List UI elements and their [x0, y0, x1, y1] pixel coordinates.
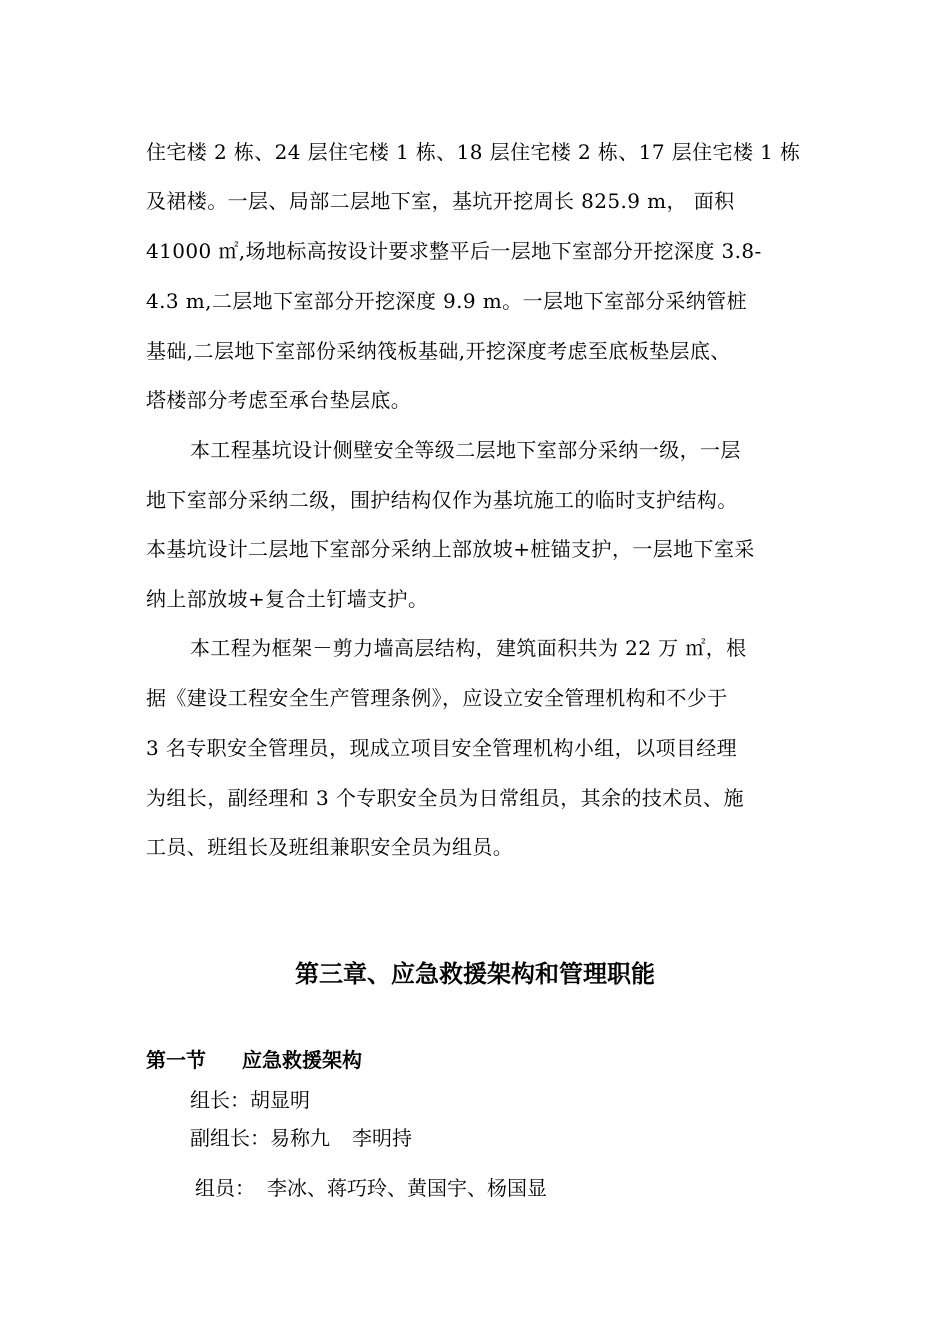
paragraph-2-line-4: 纳上部放坡+复合土钉墙支护。: [146, 587, 429, 611]
paragraph-2-line-3: 本基坑设计二层地下室部分采纳上部放坡+桩锚支护，一层地下室采: [146, 537, 755, 561]
team-members-line: [195, 1174, 547, 1202]
team-leader-line: [190, 1086, 310, 1114]
paragraph-1-line-3: 41000 ㎡,场地标高按设计要求整平后一层地下室部分开挖深度 3.8-: [146, 239, 762, 263]
leader-name: 胡显明: [250, 1088, 310, 1112]
paragraph-3-line-3: 3 名专职安全管理员，现成立项目安全管理机构小组，以项目经理: [146, 736, 738, 760]
members-label: 组员：: [195, 1176, 255, 1200]
deputy-label: 副组长：: [190, 1126, 270, 1150]
paragraph-1-line-4: 4.3 m,二层地下室部分开挖深度 9.9 m。一层地下室部分采纳管桩: [146, 289, 747, 313]
paragraph-1-line-1: 住宅楼 2 栋、24 层住宅楼 1 栋、18 层住宅楼 2 栋、17 层住宅楼 1 栋: [146, 140, 801, 164]
paragraph-3-line-1: 本工程为框架－剪力墙高层结构，建筑面积共为 22 万 ㎡，根: [190, 636, 747, 660]
paragraph-2-line-2: 地下室部分采纳二级，围护结构仅作为基坑施工的临时支护结构。: [146, 488, 738, 512]
paragraph-3-line-2: 据《建设工程安全生产管理条例》，应设立安全管理机构和不少于: [146, 686, 728, 710]
paragraph-2-line-1: 本工程基坑设计侧壁安全等级二层地下室部分采纳一级，一层: [190, 438, 741, 462]
paragraph-1-line-5: 基础,二层地下室部份采纳筏板基础,开挖深度考虑至底板垫层底、: [146, 339, 731, 363]
section-title: 应急救援架构: [242, 1048, 362, 1072]
paragraph-1-line-6: 塔楼部分考虑至承台垫层底。: [146, 388, 412, 412]
paragraph-1-line-2: 及裙楼。一层、局部二层地下室，基坑开挖周长 825.9 m， 面积: [146, 189, 735, 213]
team-deputy-line: [190, 1124, 412, 1152]
paragraph-3-line-4: 为组长，副经理和 3 个专职安全员为日常组员，其余的技术员、施: [146, 786, 744, 810]
deputy-name-2: 李明持: [352, 1126, 412, 1150]
leader-label: 组长：: [190, 1088, 250, 1112]
members-names: 李冰、蒋巧玲、黄国宇、杨国显: [267, 1176, 547, 1200]
chapter-title: 第三章、应急救援架构和管理职能: [295, 960, 655, 988]
deputy-name-1: 易称九: [270, 1126, 330, 1150]
section-number: 第一节: [146, 1048, 206, 1072]
section-heading: [146, 1046, 362, 1074]
paragraph-3-line-5: 工员、班组长及班组兼职安全员为组员。: [146, 835, 514, 859]
